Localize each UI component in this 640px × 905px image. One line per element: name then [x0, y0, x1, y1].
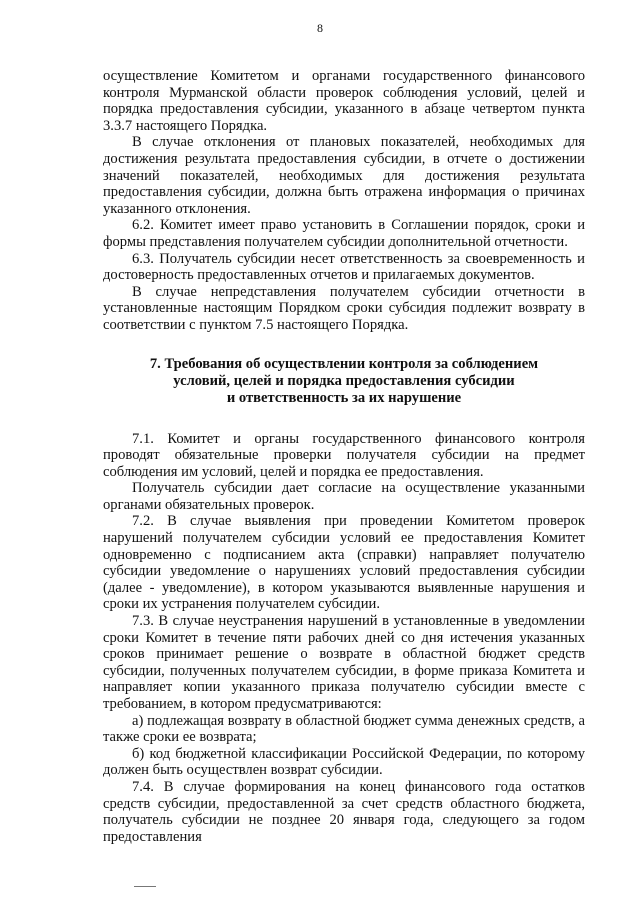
paragraph: Получатель субсидии дает согласие на осуществление указанными органами обязательных проверок.: [103, 480, 585, 513]
paragraph: 7.1. Комитет и органы государственного финансового контроля проводят обязательные проверки получателя субсидии на предмет соблюдения им условий, целей и порядка ее предоставления.: [103, 430, 585, 480]
paragraph: а) подлежащая возврату в областной бюджет сумма денежных средств, а также сроки ее возврата;: [103, 712, 585, 746]
paragraphs-bottom: [103, 431, 585, 846]
paragraph: осуществление Комитетом и органами государственного финансового контроля Мурманской области проверок соблюдения условий, целей и порядка предоставления субсидии, указанного в абзаце четвертом пункта 3.3.7 настоящего Порядка.: [103, 68, 585, 134]
document-body: [103, 68, 585, 845]
paragraph: В случае отклонения от плановых показателей, необходимых для достижения результата предоставления субсидии, в отчете о достижении значений показателей, необходимых для достижения результата предоставления субсидии, должна быть отражена информация о причинах указанного отклонения.: [103, 134, 585, 217]
section-heading-line: и ответственность за их нарушение: [226, 389, 462, 406]
section-heading-line: условий, целей и порядка предоставления субсидии: [173, 372, 515, 389]
paragraph: 7.2. В случае выявления при проведении Комитетом проверок нарушений получателем субсидии условий ее предоставления Комитет одновременно с подписанием акта (справки) направляет получателю субсидии уведомление о нарушениях условий предоставления субсидии (далее - уведомление), в котором указываются выявленные нарушения и сроки их устранения получателем субсидии.: [103, 513, 585, 613]
section-heading: [103, 356, 585, 407]
footer-rule: [134, 886, 156, 887]
paragraph: 7.4. В случае формирования на конец финансового года остатков средств субсидии, предоставленной за счет средств областного бюджета, получатель субсидии не позднее 20 января года, следующего за годом предоставления: [103, 778, 585, 845]
paragraphs-top: [103, 68, 585, 334]
paragraph: 6.3. Получатель субсидии несет ответственность за своевременность и достоверность предоставленных отчетов и прилагаемых документов.: [103, 250, 585, 284]
paragraph: В случае непредставления получателем субсидии отчетности в установленные настоящим Порядком сроки субсидия подлежит возврату в соответствии с пунктом 7.5 настоящего Порядка.: [103, 283, 585, 333]
paragraph: 7.3. В случае неустранения нарушений в установленные в уведомлении сроки Комитет в течение пяти рабочих дней со дня истечения указанных сроков принимает решение о возврате в областной бюджет средств субсидии, полученных получателем субсидии, в форме приказа Комитета и направляет копии указанного приказа получателю субсидии вместе с требованием, в котором предусматриваются:: [103, 613, 585, 712]
section-heading-line: 7. Требования об осуществлении контроля за соблюдением: [149, 355, 539, 372]
paragraph: б) код бюджетной классификации Российской Федерации, по которому должен быть осуществлен возврат субсидии.: [103, 745, 585, 779]
paragraph: 6.2. Комитет имеет право установить в Соглашении порядок, сроки и формы представления получателем субсидии дополнительной отчетности.: [103, 217, 585, 250]
page-number: 8: [317, 21, 323, 35]
